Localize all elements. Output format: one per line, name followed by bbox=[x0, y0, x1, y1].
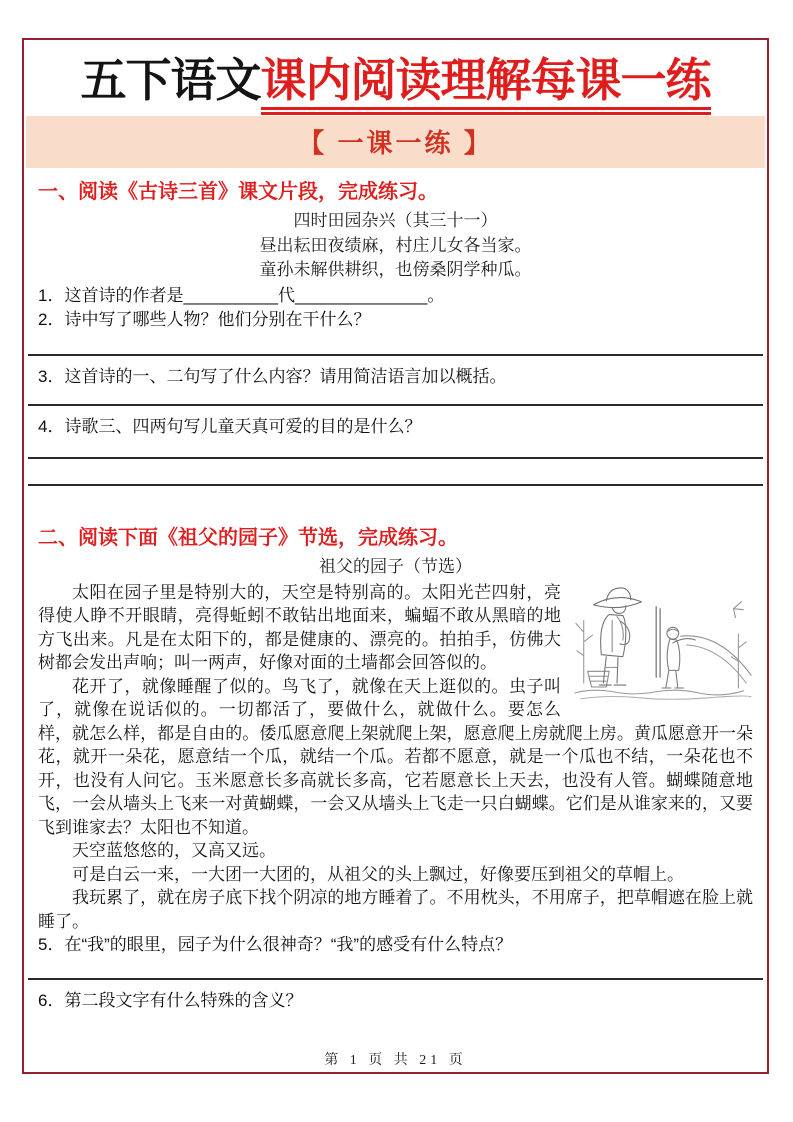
page-title bbox=[28, 54, 763, 107]
question-2: 2．诗中写了哪些人物？他们分别在干什么？ bbox=[38, 309, 371, 329]
answer-line bbox=[28, 404, 763, 406]
question-1: 1．这首诗的作者是__________代______________。 bbox=[38, 285, 445, 305]
answer-line bbox=[28, 484, 763, 486]
title-topic-part: 课内阅读理解每课一练 bbox=[261, 54, 711, 115]
question-6: 6．第二段文字有什么特殊的含义？ bbox=[38, 991, 303, 1011]
title-grade-part: 五下语文 bbox=[80, 54, 261, 106]
question-5: 5．在“我”的眼里，园子为什么很神奇？“我”的感受有什么特点？ bbox=[38, 935, 513, 955]
passage-paragraph-2: 花开了，就像睡醒了似的。鸟飞了，就像在天上逛似的。虫子叫了，就像在说话似的。一切都活了，要做什么，就做什么。要怎么样，就怎么样，都是自由的。倭瓜愿意爬上架就爬上架，愿意爬上房就爬上房。黄瓜愿意开一朵花，就开一朵花，愿意结一个瓜，就结一个瓜。若都不愿意，就是一个瓜也不结，一朵花也不开，也没有人问它。玉米愿意长多高就长多高，它若愿意长上天去，也没有人管。蝴蝶随意地飞，一会从墙头上飞来一对黄蝴蝶，一会又从墙头上飞走一只白蝴蝶。它们是从谁家来的，又要飞到谁家去？太阳也不知道。 bbox=[38, 676, 753, 837]
passage-paragraph-3: 天空蓝悠悠的，又高又远。 bbox=[72, 841, 276, 861]
passage bbox=[38, 581, 753, 934]
page-border-frame bbox=[22, 38, 769, 1074]
question-3: 3．这首诗的一、二句写了什么内容？请用简洁语言加以概括。 bbox=[38, 366, 507, 386]
poem-block bbox=[24, 209, 767, 282]
passage-title: 祖父的园子（节选） bbox=[319, 556, 472, 576]
answer-line bbox=[28, 978, 763, 980]
poem-title: 四时田园杂兴（其三十一） bbox=[293, 210, 498, 230]
passage-paragraph-1: 太阳在园子里是特别大的，天空是特别高的。太阳光芒四射，亮得使人睁不开眼睛，亮得蚯蚓不敢钻出地面来，蝙蝠不敢从黑暗的地方飞出来。凡是在太阳下的，都是健康的、漂亮的。拍拍手，仿佛大树都会发出声响；叫一两声，好像对面的土墙都会回答似的。 bbox=[38, 582, 561, 673]
answer-line bbox=[28, 354, 763, 356]
banner bbox=[26, 116, 765, 168]
poem-line-2: 童孙未解供耕织，也傍桑阴学种瓜。 bbox=[259, 259, 532, 279]
answer-line bbox=[28, 457, 763, 459]
banner-text: 【 一课一练 】 bbox=[298, 127, 493, 158]
section2-heading: 二、阅读下面《祖父的园子》节选，完成练习。 bbox=[38, 526, 458, 549]
garden-illustration bbox=[571, 577, 757, 705]
page-number: 第 1 页 共 21 页 bbox=[324, 1053, 467, 1068]
passage-paragraph-5: 我玩累了，就在房子底下找个阴凉的地方睡着了。不用枕头，不用席子，把草帽遮在脸上就睡了。 bbox=[38, 888, 753, 931]
passage-paragraph-4: 可是白云一来，一大团一大团的，从祖父的头上飘过，好像要压到祖父的草帽上。 bbox=[72, 864, 684, 884]
question-4: 4．诗歌三、四两句写儿童天真可爱的目的是什么？ bbox=[38, 416, 422, 436]
section1-heading: 一、阅读《古诗三首》课文片段，完成练习。 bbox=[38, 180, 438, 203]
poem-line-1: 昼出耘田夜绩麻，村庄儿女各当家。 bbox=[259, 235, 532, 255]
